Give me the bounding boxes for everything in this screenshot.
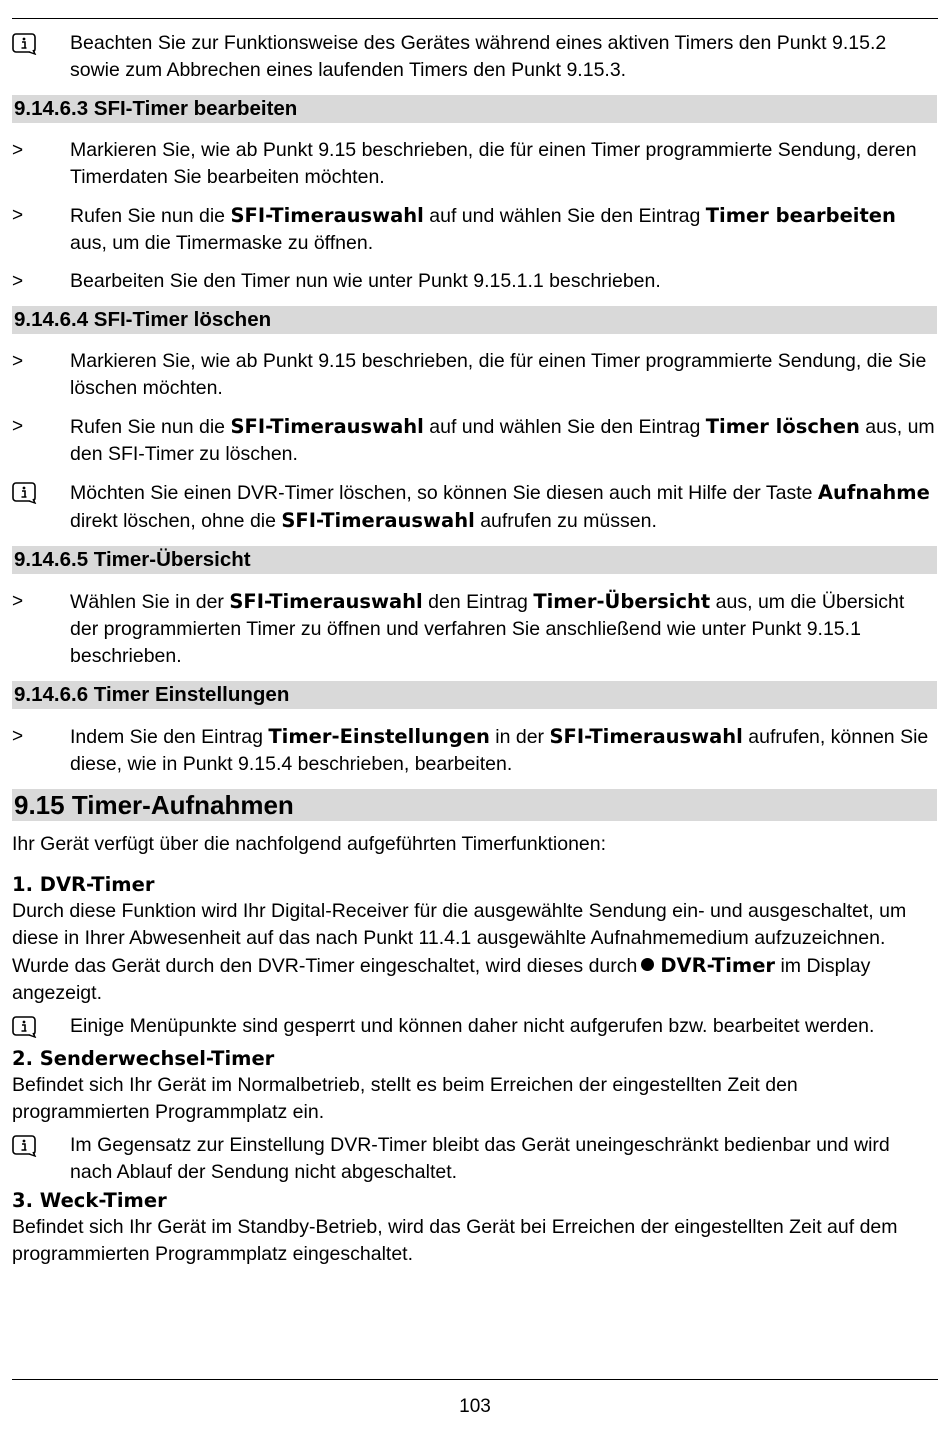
menu-keyword: SFI-Timerauswahl [281,509,475,532]
section-heading-9-14-6-3: 9.14.6.3 SFI-Timer bearbeiten [12,95,937,123]
top-rule [12,18,938,19]
section-heading-9-14-6-6: 9.14.6.6 Timer Einstellungen [12,681,937,709]
note-locked-menus [12,1013,937,1040]
note-text: aufrufen zu müssen. [474,510,657,532]
step-text: aus, um die Übersicht der programmierten Timer zu öffnen und verfahren Sie anschließend wie unter Punkt 9.15.1 beschrieben. [70,591,905,667]
note-text: Beachten Sie zur Funktionsweise des Gerätes während eines aktiven Timers den Punkt 9.15.2 sowie zum Abbrechen eines laufenden Timers den Punkt 9.15.3. [70,32,887,81]
step-item [12,588,937,670]
timer-type-heading-dvr: 1. DVR-Timer [12,873,155,896]
info-icon [12,1132,42,1162]
timer-type-heading-wake: 3. Weck-Timer [12,1189,167,1212]
step-marker: > [12,416,24,437]
timer-type-heading-channel-switch: 2. Senderwechsel-Timer [12,1047,275,1070]
step-item [12,202,937,257]
step-marker: > [12,351,24,372]
info-icon [12,1013,42,1043]
note-dvr-comparison [12,1132,937,1186]
page-number: 103 [459,1396,491,1417]
step-item [12,723,937,778]
step-text: Rufen Sie nun die [70,416,231,438]
step-item [12,348,937,402]
body-text: Wurde das Gerät durch den DVR-Timer eingeschaltet, wird dieses durch [12,955,638,977]
step-item [12,413,937,468]
timer-type-description: Befindet sich Ihr Gerät im Normalbetrieb, stellt es beim Erreichen der eingestellten Zeit den programmierten Programmplatz ein. [12,1074,798,1123]
step-text: Rufen Sie nun die [70,205,231,227]
step-text: aus, um den SFI-Timer zu löschen. [70,416,935,465]
display-keyword: DVR-Timer [660,954,776,977]
note-text: Im Gegensatz zur Einstellung DVR-Timer bleibt das Gerät uneingeschränkt bedienbar und wird nach Ablauf der Sendung nicht abgeschaltet. [70,1134,890,1183]
menu-keyword: SFI-Timerauswahl [549,725,743,748]
intro-text: Ihr Gerät verfügt über die nachfolgend aufgeführten Timerfunktionen: [12,833,607,855]
step-marker: > [12,205,24,226]
record-dot-icon [641,958,654,971]
note-text: direkt löschen, ohne die [70,510,282,532]
note-timer-behaviour [12,30,937,84]
note-text: Einige Menüpunkte sind gesperrt und können daher nicht aufgerufen bzw. bearbeitet werden. [70,1015,875,1037]
menu-keyword: Timer-Übersicht [533,590,711,613]
step-item [12,268,937,295]
section-heading-9-14-6-4: 9.14.6.4 SFI-Timer löschen [12,306,937,334]
step-text: aus, um die Timermaske zu öffnen. [70,232,374,254]
page-content [12,30,937,1268]
step-marker: > [12,726,24,747]
step-marker: > [12,140,24,161]
section-heading-9-15: 9.15 Timer-Aufnahmen [12,789,937,821]
step-item [12,137,937,191]
menu-keyword: Timer löschen [705,415,860,438]
menu-keyword: SFI-Timerauswahl [230,415,424,438]
menu-keyword: Timer-Einstellungen [268,725,490,748]
step-text: aufrufen, können Sie diese, wie in Punkt 9.15.4 beschrieben, bearbeiten. [70,726,929,775]
info-icon [12,30,42,60]
step-text: Bearbeiten Sie den Timer nun wie unter Punkt 9.15.1.1 beschrieben. [70,270,661,292]
step-text: Markieren Sie, wie ab Punkt 9.15 beschrieben, die für einen Timer programmierte Sendung, die Sie löschen möchten. [70,350,927,399]
step-marker: > [12,271,24,292]
bottom-rule [12,1379,938,1380]
note-text: Möchten Sie einen DVR-Timer löschen, so können Sie diesen auch mit Hilfe der Taste [70,482,818,504]
timer-type-description: Durch diese Funktion wird Ihr Digital-Receiver für die ausgewählte Sendung ein- und ausgeschaltet, um diese in Ihrer Abwesenheit auf das nach Punkt 11.4.1 ausgewählte Aufnahmemedium aufzuzeichnen. [12,900,907,949]
step-text: Indem Sie den Eintrag [70,726,269,748]
step-marker: > [12,591,24,612]
step-text: Wählen Sie in der [70,591,230,613]
step-text: auf und wählen Sie den Eintrag [423,205,706,227]
timer-type-description: Befindet sich Ihr Gerät im Standby-Betrieb, wird das Gerät bei Erreichen der eingestellten Zeit auf dem programmierten Programmplatz eingeschaltet. [12,1216,898,1265]
body-text: im Display angezeigt. [12,955,871,1004]
timer-type-description [12,952,937,1007]
step-text: in der [489,726,550,748]
info-icon [12,479,42,509]
menu-keyword: Timer bearbeiten [705,204,896,227]
step-text: den Eintrag [422,591,534,613]
step-text: auf und wählen Sie den Eintrag [423,416,706,438]
menu-keyword: SFI-Timerauswahl [229,590,423,613]
menu-keyword: SFI-Timerauswahl [230,204,424,227]
key-name: Aufnahme [817,481,930,504]
section-heading-9-14-6-5: 9.14.6.5 Timer-Übersicht [12,546,937,574]
note-delete-dvr-timer [12,479,937,535]
step-text: Markieren Sie, wie ab Punkt 9.15 beschrieben, die für einen Timer programmierte Sendung, deren Timerdaten Sie bearbeiten möchten. [70,139,917,188]
